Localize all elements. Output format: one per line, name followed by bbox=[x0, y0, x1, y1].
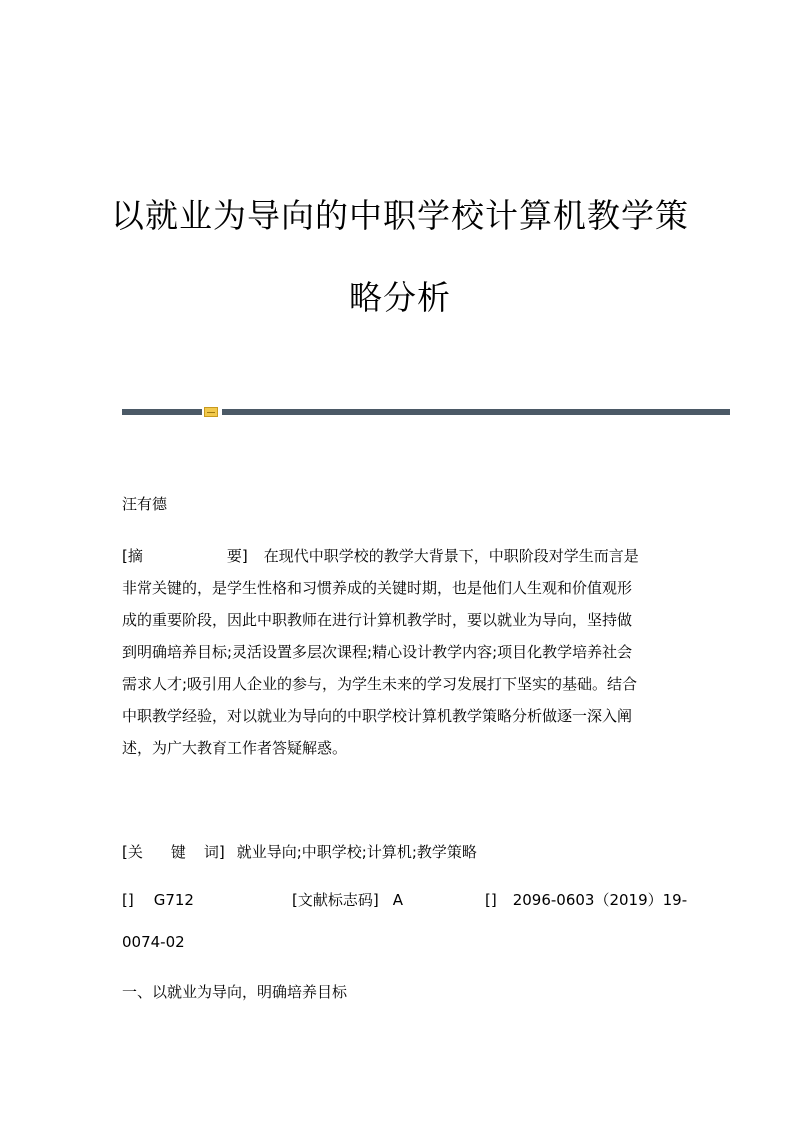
abstract-label-close: 要] bbox=[226, 547, 248, 565]
keywords bbox=[122, 842, 682, 862]
title-line-1: 以就业为导向的中职学校计算机教学策 bbox=[111, 196, 689, 235]
section-heading: 一、以就业为导向，明确培养目标 bbox=[122, 983, 348, 1001]
title-rule-left bbox=[122, 409, 202, 415]
abstract-line: 述，为广大教育工作者答疑解惑。 bbox=[122, 739, 348, 757]
keywords-label-c: 词] bbox=[203, 843, 225, 861]
abstract-label-open: [摘 bbox=[122, 547, 143, 565]
article-no-label: [] bbox=[484, 891, 497, 909]
clc-code: G712 bbox=[153, 891, 194, 909]
title-rule-right bbox=[222, 409, 730, 415]
keywords-label-a: [关 bbox=[122, 843, 143, 861]
keywords-value: 就业导向;中职学校;计算机;教学策略 bbox=[236, 843, 477, 861]
abstract-line: 非常关键的，是学生性格和习惯养成的关键时期，也是他们人生观和价值观形 bbox=[122, 579, 633, 597]
abstract-line: 成的重要阶段，因此中职教师在进行计算机教学时，要以就业为导向，坚持做 bbox=[122, 611, 633, 629]
abstract-line: 需求人才;吸引用人企业的参与，为学生未来的学习发展打下坚实的基础。结合 bbox=[122, 675, 638, 693]
folder-icon bbox=[204, 407, 218, 417]
article-no: 2096-0603（2019）19- bbox=[512, 891, 688, 909]
doc-code: A bbox=[392, 891, 403, 909]
classification-line bbox=[122, 890, 688, 910]
author: 汪有德 bbox=[122, 495, 168, 513]
abstract-line: 到明确培养目标;灵活设置多层次课程;精心设计教学内容;项目化教学培养社会 bbox=[122, 643, 633, 661]
clc-label: [] bbox=[122, 891, 134, 909]
abstract-line: 中职教学经验，对以就业为导向的中职学校计算机教学策略分析做逐一深入阐 bbox=[122, 707, 633, 725]
doc-code-label: [文献标志码] bbox=[291, 891, 379, 909]
title-line-2: 略分析 bbox=[349, 278, 451, 317]
keywords-label-b: 键 bbox=[170, 843, 186, 861]
article-no-cont: 0074-02 bbox=[122, 933, 185, 951]
abstract-line: 在现代中职学校的教学大背景下，中职阶段对学生而言是 bbox=[263, 547, 639, 565]
abstract bbox=[122, 540, 682, 764]
